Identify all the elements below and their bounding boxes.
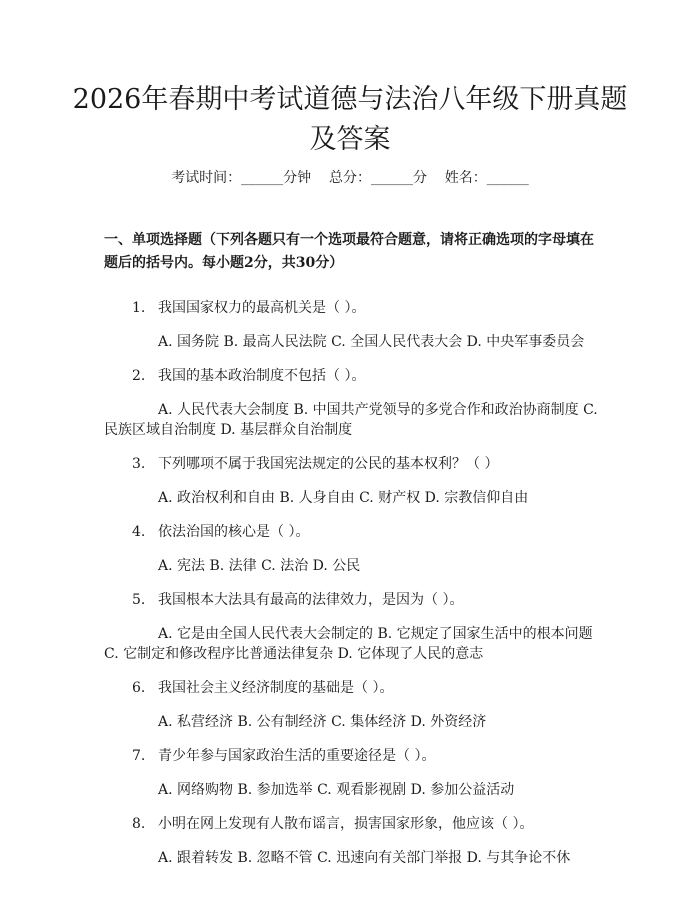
question-item	[104, 678, 600, 732]
question-number: 6.	[132, 680, 146, 696]
question-stem: 青少年参与国家政治生活的重要途径是（ ）。	[158, 748, 436, 764]
question-number: 3.	[132, 456, 146, 472]
question-options: A. 跟着转发 B. 忽略不管 C. 迅速向有关部门举报 D. 与其争论不休	[158, 850, 571, 866]
question-number: 8.	[132, 816, 146, 832]
question-stem: 我国社会主义经济制度的基础是（ ）。	[158, 680, 394, 696]
question-item	[104, 522, 600, 576]
question-stem: 依法治国的核心是（ ）。	[158, 524, 310, 540]
question-item	[104, 746, 600, 800]
question-options: A. 国务院 B. 最高人民法院 C. 全国人民代表大会 D. 中央军事委员会	[158, 334, 585, 350]
question-item	[104, 298, 600, 352]
question-number: 4.	[132, 524, 146, 540]
question-item	[104, 814, 600, 868]
page-title: 2026年春期中考试道德与法治八年级下册真题及答案	[72, 84, 628, 155]
question-number: 2.	[132, 368, 146, 384]
question-stem: 下列哪项不属于我国宪法规定的公民的基本权利？（ ）	[158, 456, 499, 472]
question-options: A. 私营经济 B. 公有制经济 C. 集体经济 D. 外资经济	[158, 714, 487, 730]
question-options: A. 网络购物 B. 参加选举 C. 观看影视剧 D. 参加公益活动	[158, 782, 515, 798]
question-options: A. 宪法 B. 法律 C. 法治 D. 公民	[158, 558, 361, 574]
question-stem: 小明在网上发现有人散布谣言，损害国家形象，他应该（ ）。	[158, 816, 534, 832]
question-stem: 我国的基本政治制度不包括（ ）。	[158, 368, 366, 384]
exam-meta: 考试时间：______分钟 总分：______分 姓名：______	[171, 170, 529, 186]
question-options: A. 它是由全国人民代表大会制定的 B. 它规定了国家生活中的根本问题 C. 它制定和修改程序比普通法律复杂 D. 它体现了人民的意志	[104, 626, 593, 662]
question-item	[104, 590, 600, 664]
question-item	[104, 366, 600, 440]
question-stem: 我国根本大法具有最高的法律效力，是因为（ ）。	[158, 592, 464, 608]
question-options: A. 人民代表大会制度 B. 中国共产党领导的多党合作和政治协商制度 C. 民族区域自治制度 D. 基层群众自治制度	[104, 402, 598, 438]
question-number: 1.	[132, 300, 146, 316]
question-stem: 我国国家权力的最高机关是（ ）。	[158, 300, 366, 316]
question-number: 5.	[132, 592, 146, 608]
section-heading: 一、单项选择题（下列各题只有一个选项最符合题意，请将正确选项的字母填在题后的括号内。每小题2分，共30分）	[104, 232, 594, 271]
question-list	[104, 298, 600, 882]
question-number: 7.	[132, 748, 146, 764]
question-item	[104, 454, 600, 508]
question-options: A. 政治权利和自由 B. 人身自由 C. 财产权 D. 宗教信仰自由	[158, 490, 529, 506]
